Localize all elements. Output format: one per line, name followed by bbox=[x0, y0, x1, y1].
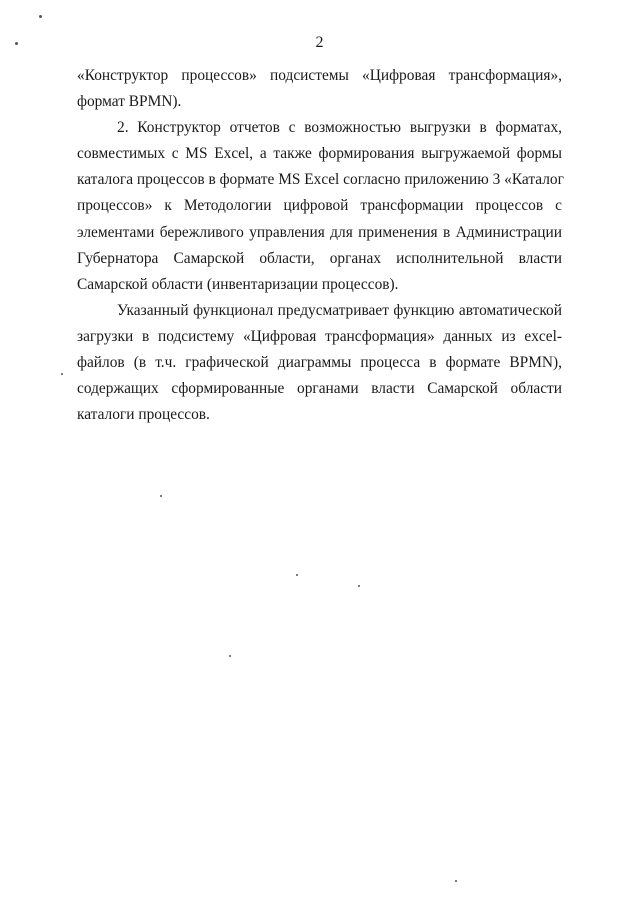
scan-speck bbox=[229, 655, 231, 657]
text-line: «Конструктор процессов» подсистемы «Цифровая трансформация», bbox=[77, 67, 562, 84]
text-line: процессов» к Методологии цифровой трансформации процессов с bbox=[77, 197, 562, 215]
scan-speck bbox=[61, 373, 63, 375]
scan-speck bbox=[358, 585, 360, 587]
scan-speck bbox=[160, 495, 162, 497]
paragraph-1 bbox=[77, 63, 562, 115]
scan-speck bbox=[39, 15, 42, 18]
text-line: Губернатора Самарской области, органах исполнительной власти bbox=[77, 249, 562, 267]
text-line: каталога процессов в формате MS Excel согласно приложению 3 «Каталог bbox=[77, 171, 564, 189]
scan-speck bbox=[15, 42, 18, 45]
text-line: формат BPMN). bbox=[77, 93, 182, 111]
page-number: 2 bbox=[315, 34, 324, 51]
text-line: Самарской области (инвентаризации процессов). bbox=[77, 275, 399, 293]
text-line: файлов (в т.ч. графической диаграммы процесса в формате BPMN), bbox=[77, 354, 562, 372]
text-line: содержащих сформированные органами власти Самарской области bbox=[77, 380, 562, 398]
paragraph-2 bbox=[77, 115, 562, 298]
scan-speck bbox=[296, 574, 298, 576]
text-line: 2. Конструктор отчетов с возможностью выгрузки в форматах, bbox=[117, 119, 562, 137]
text-line: совместимых с MS Excel, а также формирования выгружаемой формы bbox=[77, 145, 562, 163]
document-body bbox=[77, 63, 562, 428]
text-line: каталоги процессов. bbox=[77, 406, 210, 424]
text-line: Указанный функционал предусматривает функцию автоматической bbox=[117, 301, 562, 319]
text-line: загрузки в подсистему «Цифровая трансформация» данных из excel- bbox=[77, 327, 562, 345]
text-line: элементами бережливого управления для применения в Администрации bbox=[77, 223, 562, 241]
paragraph-3 bbox=[77, 298, 562, 428]
scan-speck bbox=[455, 880, 457, 882]
